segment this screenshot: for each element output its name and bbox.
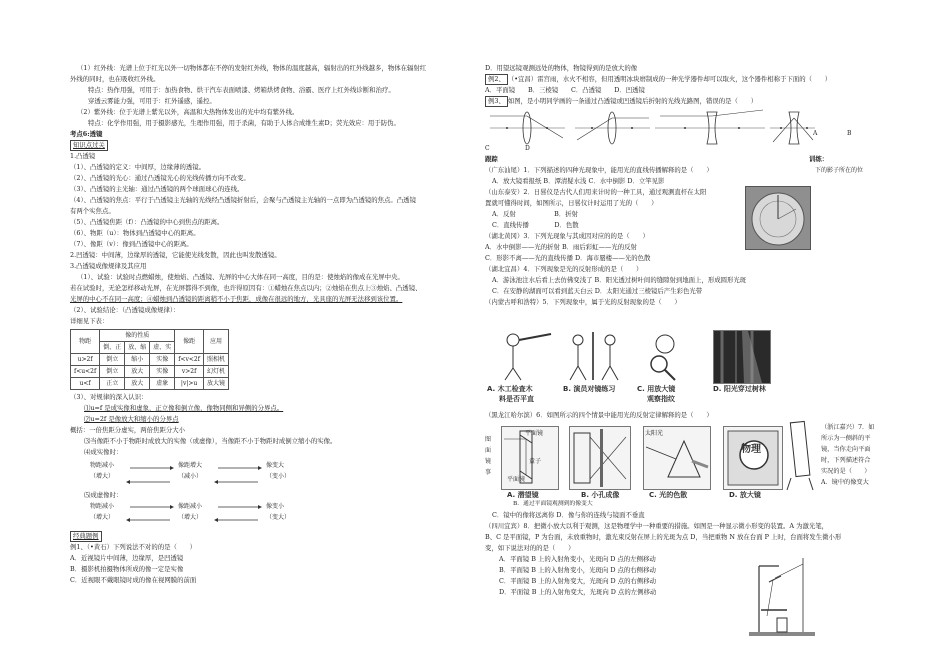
text-line: ⑷成实像时：: [84, 448, 123, 456]
table-cell: 实像: [150, 366, 175, 378]
flow-text: 物距减小: [90, 503, 115, 510]
option: C．近视眼不戴眼镜时成的像在视网膜的前面: [70, 576, 197, 584]
diagram-label: A: [813, 130, 818, 137]
right-column: [485, 0, 885, 672]
table-header: 物距: [71, 330, 100, 354]
virtual-image-flow: [70, 501, 470, 531]
diagram-label: D: [525, 145, 530, 152]
flow-text: （增大）: [178, 514, 203, 521]
flow-text: 像距增大: [178, 462, 203, 469]
option: B．通过平面镜观测到的像变大: [513, 501, 593, 507]
laser-apparatus-figure: [747, 556, 819, 640]
text-line: ⑴u=f 是成实像和虚象，正立像和倒立像，像物同侧和异侧的分界点。: [84, 404, 284, 412]
question: （湖北黄冈）3．下列光现象与其成因对应的的是（ ）: [485, 232, 649, 240]
flow-text: （增大）: [90, 473, 115, 480]
text-line: 概括：一倍焦距分虚实，两倍焦距分大小: [70, 426, 186, 434]
text-line: 3.凸透镜成像规律及其应用: [70, 262, 147, 270]
option: A．镜中的像变大: [821, 479, 869, 486]
text-line: 外线的同时，也在吸收红外线。: [70, 75, 160, 83]
table-row: [71, 366, 229, 378]
actor-mirror-picture: [560, 330, 630, 382]
flow-text: （变大）: [266, 514, 291, 521]
picture-caption: B. 演员对镜练习: [563, 385, 616, 393]
question: 时，下列描述符合: [821, 457, 871, 464]
question: 镜，当你走向平面: [821, 446, 871, 453]
table-cell: 缩小: [125, 354, 150, 366]
text-line: ⑵u=2f 是像放大和缩小的分界点: [84, 415, 179, 423]
question: （内蒙古呼和浩特）5．下列现象中，属于光的反射现象的是（ ）: [485, 298, 681, 306]
carpenter-picture: [485, 330, 555, 382]
table-subheader: 虚、实: [150, 342, 175, 354]
option: B．平面镜 B 上的入射角变小，光斑向 D 点的右侧移动: [499, 566, 656, 574]
pinhole-picture: [569, 426, 631, 490]
text-line: （5）、凸透镜焦距（f）：凸透镜的中心到焦点的距离。: [70, 218, 224, 226]
picture-caption: D. 放大镜: [729, 491, 761, 499]
convex-lens-diagram-a: [490, 112, 565, 144]
table-cell: 放大: [125, 366, 150, 378]
text-line: （2）、试验结论：（凸透镜成像规律）：: [70, 306, 180, 314]
magnifier-book-picture: [723, 426, 783, 490]
flow-text: 像变小: [266, 503, 285, 510]
text-line: （4）、凸透镜的焦点：平行于凸透镜主光轴的光线经凸透镜折射后，会聚与凸透镜主光轴的一点即为凸透镜的焦点。凸透镜: [70, 196, 416, 204]
magnifier-picture: [635, 330, 705, 382]
table-cell: 实像: [150, 354, 175, 366]
flow-text: （变小）: [266, 473, 291, 480]
flow-text: 物距减小: [90, 462, 115, 469]
question: （黑龙江哈尔滨）6．如图所示的四个情景中能用光的反射定律解释的是（ ）: [485, 411, 713, 419]
picture-caption: C. 用放大镜: [637, 385, 676, 393]
table-subheader: 倒、正: [100, 342, 125, 354]
table-header: 像的性质: [100, 330, 175, 342]
flow-text: 像变大: [266, 462, 285, 469]
carpenter-icon: [485, 330, 555, 382]
diagram-label: B: [847, 130, 852, 137]
pinhole-icon: [570, 427, 630, 489]
question: B、C 是平面镜，P 为台面，未放重物时，激光束反射在屏上的光斑为点 D，当把重物 N 放在台面 P 上时，台面将发生微小形: [485, 533, 842, 541]
table-cell: v>2f: [175, 366, 204, 378]
real-image-flow: [70, 458, 470, 496]
option: A．反射 B．折射: [492, 210, 578, 218]
q6-pictures: [485, 426, 815, 510]
table-cell: 倒立: [100, 354, 125, 366]
text-line: （1）、试验：试验时点燃蜡烛，使烛焰、凸透镜、光屏的中心大体在同一高度，目的是：使烛焰的像成在光屏中央。: [77, 273, 404, 281]
table-cell: 倒立: [100, 366, 125, 378]
book-magnifier-icon: [724, 427, 782, 489]
table-cell: 正立: [100, 378, 125, 390]
text-line: （6）、物距（u）：物体到凸透镜中心的距离。: [70, 229, 200, 237]
convex-lens-diagram-b: [575, 112, 650, 144]
table-subheader: 放、缩: [125, 342, 150, 354]
option: D．用望远镜观测远处的物体，物镜得到的是放大的像: [485, 64, 638, 72]
picture-caption: D. 阳光穿过树林: [713, 385, 766, 393]
question: （湖北宜昌）4．下列现象是光的反射形成的是（ ）: [485, 265, 643, 273]
option: A．平面镜 B 上的入射角变小，光斑向 D 点的左侧移动: [499, 555, 656, 563]
side-label: 图: [485, 436, 492, 443]
side-label: 面: [485, 447, 492, 454]
text-line: 2.凹透镜：中间薄，边缘厚的透镜，它能使光线发散，因此也叫发散透镜。: [70, 251, 281, 259]
question: 例1、（•黄石）下列说法不对的的是（ ）: [70, 543, 197, 551]
example-label: 例3、: [485, 96, 508, 107]
lens-diagrams: [485, 108, 885, 146]
option: A．游泳池注水后看上去仿佛变浅了 B．阳光透过树叶间的缝隙射到地面上，形成圆形光斑: [492, 276, 747, 284]
picture-label: 太阳光: [645, 430, 664, 437]
picture-caption: 观察指纹: [647, 395, 675, 403]
question: （山东泰安）2．日晷仪是古代人们用来计时的一种工具，通过观测直杆在太阳: [485, 188, 707, 196]
text-line: ⑸成虚像时：: [84, 491, 123, 499]
question: （浙江嘉兴）7．如: [821, 424, 875, 431]
option: C．镜中的像将远离你 D．像与你的连线与镜面不垂直: [492, 511, 645, 519]
text-line: 光屏的中心不在同一高度；④蜡烛到凸透镜的距离稍不小于焦距，成像在很远的地方，光具座的光屏无法移到该位置。: [70, 295, 403, 303]
text-line: （1）红外线：光谱上位于红光以外一切物体都在不停的发射红外线，物体的温度越高，辐射出的红外线越多，物体在辐射红: [77, 64, 427, 72]
text-line: 有两个实焦点。: [70, 207, 115, 215]
knowledge-label: 知识点过关: [70, 140, 108, 151]
magnifier-icon: [635, 330, 705, 382]
question: 变，如下说法对的的是（ ）: [485, 544, 575, 552]
picture-caption: A. 潜望镜: [507, 491, 539, 499]
training-heading: 训练：: [809, 155, 829, 163]
flow-text: （增大）: [90, 514, 115, 521]
table-cell: |v|>u: [175, 378, 204, 390]
option: A．平面镜 B．三棱镜 C．凸透镜 D．凹透镜: [485, 86, 645, 94]
table-row: [71, 354, 229, 366]
option: D．平面镜 B 上的入射角变大，光斑向 D 点的左侧移动: [499, 588, 657, 596]
text-line: （2）紫外线：位于光谱上紫光以外，高温和大热物体发出的光中均有紫外线。: [77, 108, 299, 116]
text-line: 特点：化学作用强，用于摄影感光，生理作用强，用于杀菌，有助于人体合成维生素D；荧光效应：用于防伪。: [88, 119, 400, 127]
picture-label: 物理: [741, 444, 761, 455]
table-cell: u>2f: [71, 354, 100, 366]
concave-lens-diagram-d: [770, 112, 818, 144]
option: C．直线传播 D．色散: [492, 221, 579, 229]
side-label: 事: [485, 469, 492, 476]
section-heading: 考点6:透镜: [70, 130, 103, 138]
question: 如图，是小明同学画的一条通过凸透镜或凹透镜后折射的光线光路图，错误的是（ ）: [507, 97, 758, 105]
table-cell: 幻灯机: [203, 366, 228, 378]
table-cell: 虚象: [150, 378, 175, 390]
flow-text: 像距减小: [178, 503, 203, 510]
text-line: 若在试验时，无论怎样移动光屏，在光屏都得不到像，也许得原因有：①蜡烛在焦点以内；②烛焰在焦点上③烛焰、凸透镜、: [70, 284, 422, 292]
text-line: （7）、像距（v）：像到凸透镜中心的距离。: [70, 240, 193, 248]
table-cell: u<f: [71, 378, 100, 390]
question: 实况的是（ ）: [821, 468, 871, 475]
text-line: （3）、对规律的深入认识：: [70, 393, 148, 401]
question: （广东汕尾）1．下列描述的四种光现象中，能用光的直线传播解释的是（ ）: [485, 166, 713, 174]
side-label: 镜: [485, 458, 492, 465]
table-cell: f<u<2f: [71, 366, 100, 378]
table-cell: 放大镜: [203, 378, 228, 390]
example-label: 例2、: [485, 74, 508, 85]
example-label: 经典题例: [70, 531, 102, 542]
text-line: 详细见下表：: [70, 317, 109, 325]
table-cell: 照相机: [203, 354, 228, 366]
table-cell: f<v<2f: [175, 354, 204, 366]
forest-sunlight-picture: [713, 330, 771, 384]
tracking-heading: 跟踪: [485, 155, 498, 163]
option: C．在安静的湖面可以看到蓝天白云 D．太阳光通过三棱镜后产生彩色光带: [492, 287, 703, 295]
concave-lens-diagram-c: [655, 110, 765, 144]
picture-label: 平面镜: [507, 476, 526, 483]
diagram-label: C: [485, 145, 490, 152]
picture-label: 盒子: [529, 458, 542, 465]
left-column: [70, 0, 470, 672]
text-line: 特点：热作用强，可用于：加热食物、烘干汽车表面喷漆、烤箱烘烤食物、浴霸、医疗上红外线诊断和治疗。: [88, 86, 395, 94]
table-header: 像距: [175, 330, 204, 354]
question: （•宜昌）雷宫雨，水火不相容，但用透明冰块磨制成的一种光学器件却可以取火，这个器件相称于下面的（ ）: [507, 75, 832, 83]
q5-pictures: [485, 330, 885, 420]
tilted-mirror-figure: [785, 418, 815, 492]
option: C．形影不离——光的直线传播 D．海市蜃楼——光的色散: [485, 254, 651, 262]
question: 所示为一侧斜的平: [821, 435, 871, 442]
option: C．平面镜 B 上的入射角变大，光斑向 D 点的右侧移动: [499, 577, 657, 585]
picture-label: 平面镜: [525, 430, 544, 437]
text-line: （1）、凸透镜的定义：中间厚，边缘薄的透镜。: [70, 163, 206, 171]
option: A．水中倒影——光的折射 B．雨后彩虹——光的反射: [485, 243, 637, 251]
table-header: 应用: [203, 330, 228, 354]
text-line: （3）、凸透镜的主光轴：通过凸透镜的两个球面球心的连线。: [70, 185, 244, 193]
text-line: 下的影子所在的位: [815, 167, 864, 174]
text-line: ⑶当像距不小于物距时成放大的实像（或虚像），当像距不小于物距时成倒立缩小的实像。: [84, 437, 337, 445]
option: B．摄影机拍摄物体所成的像一定是实像: [70, 565, 184, 573]
sundial-icon: [746, 187, 810, 249]
picture-caption: 料是否平直: [499, 395, 534, 403]
flow-text: （减小）: [178, 473, 203, 480]
picture-caption: C. 光的色散: [649, 491, 688, 499]
text-line: （2）、凸透镜的光心：通过凸透镜光心的光线传播方向不改变。: [70, 174, 250, 182]
text-line: 1.凸透镜: [70, 152, 96, 160]
table-cell: 放大: [125, 378, 150, 390]
option: A．放大镜看报纸 B．潭清疑水浅 C．水中倒影 D．立竿见影: [492, 177, 665, 185]
option: A．近视镜片中间薄，边缘厚，是凹透镜: [70, 554, 184, 562]
mirror-dancers-icon: [560, 330, 630, 382]
picture-caption: B. 小孔成像: [581, 491, 620, 499]
text-line: 穿透云雾能力强，可用于：红外遥感，遥控。: [88, 97, 216, 105]
question: 置就可懂得时间，如图所示，日晷仪计时运用了光的（ ）: [485, 199, 658, 207]
table-row: [71, 378, 229, 390]
imaging-rules-table: [70, 329, 229, 390]
sundial-photo: [745, 186, 811, 250]
forest-icon: [714, 331, 770, 383]
picture-caption: A. 木工检查木: [487, 385, 533, 393]
question: （四川宜宾）8．把微小放大以利于观测，这是物理学中一种重要的措施。如图是一种显示微小形变的装置。A 为激光笔，: [485, 522, 829, 530]
